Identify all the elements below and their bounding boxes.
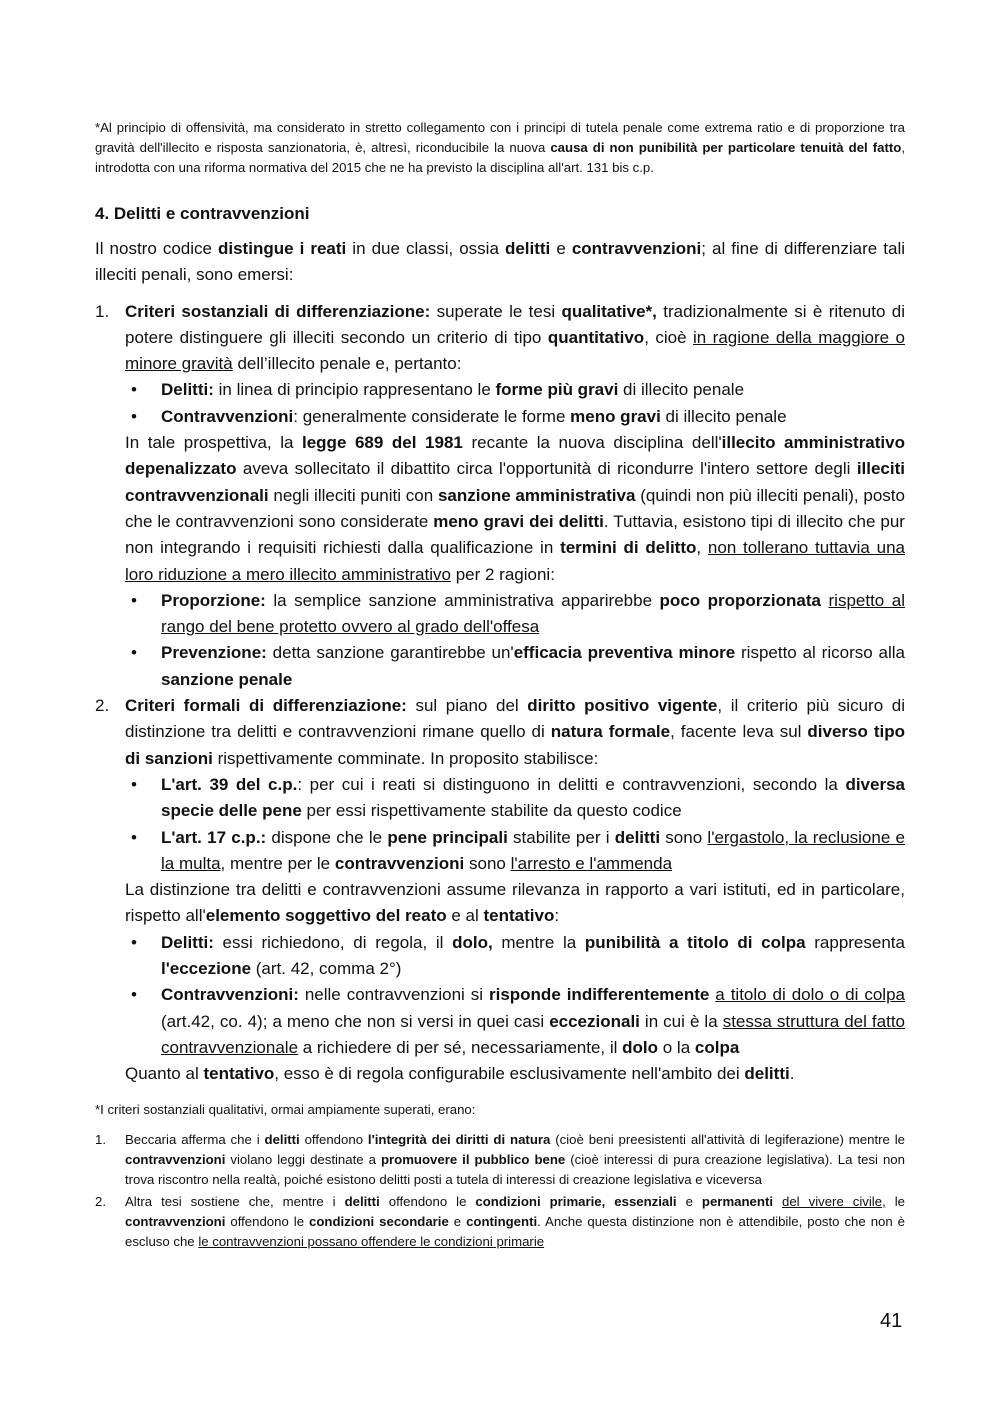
- item-closing: Quanto al tentativo, esso è di regola configurabile esclusivamente nell'ambito dei delitti.: [125, 1064, 795, 1084]
- footnote-text: Beccaria afferma che i delitti offendono l'integrità dei diritti di natura (cioè beni preesistenti all'attività di legiferazione) mentre le contravvenzioni violano leggi destinate a promuovere il pubblico bene (cioè interessi di pura creazione legislativa). La tesi non trova riscontro nella realtà, poiché esistono delitti posti a tutela di interessi di creazione legislativa e viceversa: [125, 1131, 905, 1187]
- bullet-list: [125, 772, 905, 877]
- criteria-list: [95, 299, 905, 1088]
- bullet-text: Contravvenzioni: nelle contravvenzioni si risponde indifferentemente a titolo di dolo o di colpa (art.42, co. 4); a meno che non si versi in quei casi eccezionali in cui è la stessa struttura del fatto contravvenzionale a richiedere di per sé, necessariamente, il dolo o la colpa: [161, 985, 906, 1057]
- list-item: [95, 693, 905, 1087]
- bullet-list: [125, 377, 905, 430]
- bullet-list: [125, 588, 905, 693]
- bullet-text: Delitti: essi richiedono, di regola, il dolo, mentre la punibilità a titolo di colpa rappresenta l'eccezione (art. 42, comma 2°): [161, 932, 905, 979]
- bullet-icon: •: [131, 932, 137, 952]
- page-number: 41: [880, 1310, 903, 1332]
- top-note: *Al principio di offensività, ma considerato in stretto collegamento con i principi di tutela penale come extrema ratio e di proporzione tra gravità dell'illecito e risposta sanzionatoria, è, altresì, riconducibile la nuova causa di non punibilità per particolare tenuità del fatto, introdotta con una riforma normativa del 2015 che ne ha previsto la disciplina all'art. 131 bis c.p.: [95, 120, 905, 175]
- item-number: 1.: [95, 301, 110, 321]
- document-page: [95, 118, 905, 1252]
- bullet-item: [125, 982, 905, 1061]
- footnote-title: *I criteri sostanziali qualitativi, ormai ampiamente superati, erano:: [95, 1101, 476, 1117]
- footnote-list: [95, 1130, 905, 1252]
- bullet-text: Proporzione: la semplice sanzione amministrativa apparirebbe poco proporzionata rispetto al rango del bene protetto ovvero al grado dell'offesa: [161, 590, 905, 637]
- bullet-icon: •: [131, 774, 137, 794]
- footnote-item: [95, 1130, 905, 1190]
- bullet-icon: •: [131, 643, 137, 663]
- item-number: 2.: [95, 696, 110, 716]
- item-lead: Criteri formali di differenziazione: sul piano del diritto positivo vigente, il criterio più sicuro di distinzione tra delitti e contravvenzioni rimane quello di natura formale, facente leva sul diverso tipo di sanzioni rispettivamente comminate. In proposito stabilisce:: [125, 696, 906, 768]
- bullet-text: L'art. 39 del c.p.: per cui i reati si distinguono in delitti e contravvenzioni, secondo la diversa specie delle pene per essi rispettivamente stabilite da questo codice: [161, 774, 905, 821]
- bullet-icon: •: [131, 406, 137, 426]
- bullet-text: Contravvenzioni: generalmente considerate le forme meno gravi di illecito penale: [161, 406, 787, 426]
- bullet-item: [125, 377, 905, 403]
- item-paragraph: La distinzione tra delitti e contravvenzioni assume rilevanza in rapporto a vari istituti, ed in particolare, rispetto all'elemento soggettivo del reato e al tentativo:: [125, 880, 905, 926]
- bullet-item: [125, 930, 905, 983]
- footnote-number: 1.: [95, 1131, 106, 1147]
- footnote-text: Altra tesi sostiene che, mentre i delitti offendono le condizioni primarie, essenziali e permanenti del vivere civile, le contravvenzioni offendono le condizioni secondarie e contingenti. Anche questa distinzione non è attendibile, posto che non è escluso che le contravvenzioni possano offendere le condizioni primarie: [125, 1193, 906, 1249]
- bullet-item: [125, 588, 905, 641]
- footnote-number: 2.: [95, 1193, 106, 1209]
- bullet-icon: •: [131, 985, 137, 1005]
- section-title: 4. Delitti e contravvenzioni: [95, 204, 310, 223]
- intro-paragraph: Il nostro codice distingue i reati in due classi, ossia delitti e contravvenzioni; al fine di differenziare tali illeciti penali, sono emersi:: [95, 239, 905, 285]
- bullet-icon: •: [131, 590, 137, 610]
- bullet-list: [125, 930, 905, 1061]
- item-lead: Criteri sostanziali di differenziazione: superate le tesi qualitative*, tradizionalmente si è ritenuto di potere distinguere gli illeciti secondo un criterio di tipo quantitativo, cioè in ragione della maggiore o minore gravità dell’illecito penale e, pertanto:: [125, 301, 905, 374]
- bullet-text: Prevenzione: detta sanzione garantirebbe un'efficacia preventiva minore rispetto al ricorso alla sanzione penale: [161, 643, 905, 689]
- bullet-item: [125, 772, 905, 825]
- bullet-item: [125, 640, 905, 693]
- bullet-item: [125, 825, 905, 878]
- bullet-text: L'art. 17 c.p.: dispone che le pene principali stabilite per i delitti sono l'ergastolo, la reclusione e la multa, mentre per le contravvenzioni sono l'arresto e l'ammenda: [161, 827, 905, 873]
- bullet-icon: •: [131, 827, 137, 847]
- bullet-icon: •: [131, 380, 137, 400]
- footnote-item: [95, 1192, 905, 1252]
- bullet-text: Delitti: in linea di principio rappresentano le forme più gravi di illecito penale: [161, 380, 745, 400]
- bullet-item: [125, 404, 905, 430]
- list-item: [95, 299, 905, 693]
- item-paragraph: In tale prospettiva, la legge 689 del 1981 recante la nuova disciplina dell'illecito amministrativo depenalizzato aveva sollecitato il dibattito circa l'opportunità di ricondurre l'intero settore degli illeciti contravvenzionali negli illeciti puniti con sanzione amministrativa (quindi non più illeciti penali), posto che le contravvenzioni sono considerate meno gravi dei delitti. Tuttavia, esistono tipi di illecito che pur non integrando i requisiti richiesti dalla qualificazione in termini di delitto, non tollerano tuttavia una loro riduzione a mero illecito amministrativo per 2 ragioni:: [125, 433, 905, 584]
